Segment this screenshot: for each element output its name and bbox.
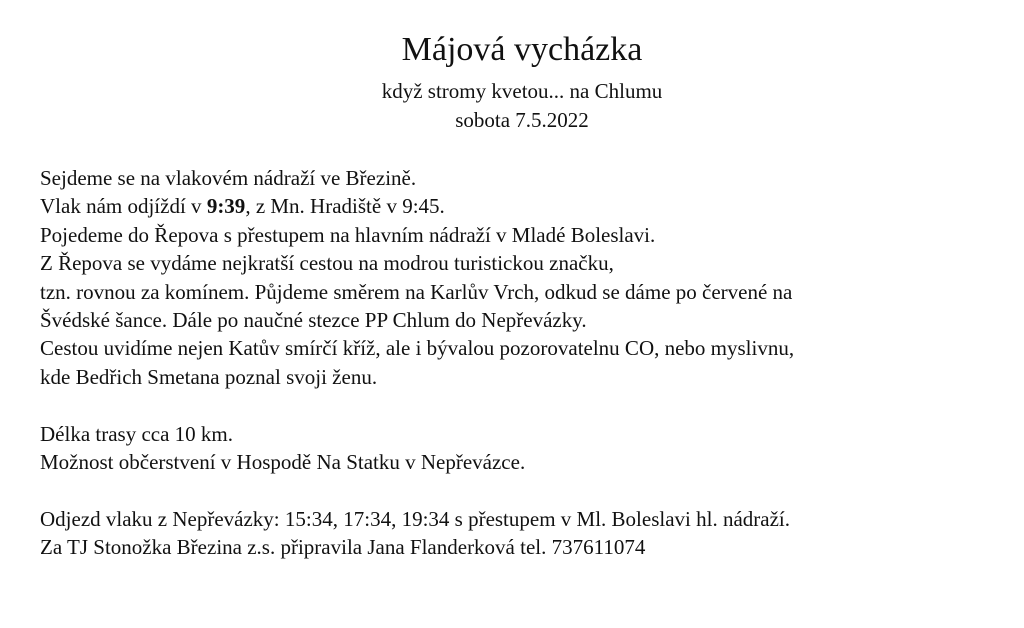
route-length-line: Délka trasy cca 10 km. xyxy=(40,421,234,446)
route-line-1: Pojedeme do Řepova s přestupem na hlavním nádraží v Mladé Boleslavi. xyxy=(40,222,656,247)
event-date: sobota 7.5.2022 xyxy=(455,108,589,132)
route-line-4: Švédské šance. Dále po naučné stezce PP Chlum do Nepřevázky. xyxy=(40,308,587,333)
paragraph-spacer xyxy=(40,476,1000,504)
return-train-line: Odjezd vlaku z Nepřevázky: 15:34, 17:34, 19:34 s přestupem v Ml. Boleslavi hl. nádraží. xyxy=(40,506,791,531)
refreshment-line: Možnost občerstvení v Hospodě Na Statku v Nepřevázce. xyxy=(40,450,526,475)
meeting-point-line: Sejdeme se na vlakovém nádraží ve Březině. xyxy=(40,166,417,190)
route-line-5: Cestou uvidíme nejen Katův smírčí kříž, ale i bývalou pozorovatelnu CO, nebo myslivnu, xyxy=(40,336,795,361)
route-line-2: Z Řepova se vydáme nejkratší cestou na modrou turistickou značku, xyxy=(40,251,614,276)
departure-time: 9:39 xyxy=(206,194,246,219)
departure-prefix: Vlak nám odjíždí v xyxy=(40,194,207,219)
departure-suffix: , z Mn. Hradiště v 9:45. xyxy=(245,194,445,219)
organizer-line: Za TJ Stonožka Březina z.s. připravila Jana Flanderková tel. 737611074 xyxy=(40,535,646,560)
route-line-3: tzn. rovnou za komínem. Půjdeme směrem na Karlův Vrch, odkud se dáme po červené na xyxy=(40,279,793,304)
document-title: Májová vycházka xyxy=(401,31,643,68)
paragraph-spacer xyxy=(40,391,1000,419)
route-line-6: kde Bedřich Smetana poznal svoji ženu. xyxy=(40,364,378,389)
departure-line xyxy=(40,192,1000,220)
document-subtitle: když stromy kvetou... na Chlumu xyxy=(381,79,663,103)
document-body xyxy=(40,164,1000,562)
